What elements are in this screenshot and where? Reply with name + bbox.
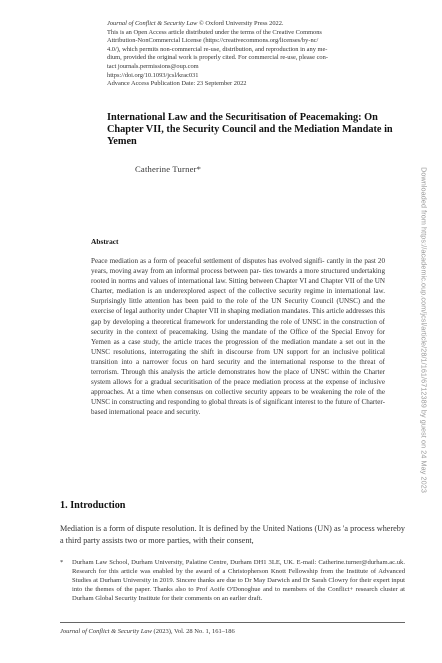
footer-journal-name: Journal of Conflict & Security Law bbox=[60, 628, 152, 635]
abstract-body: Peace mediation as a form of peaceful settlement of disputes has evolved signifi- cantly in the past 20 years, moving away from an informal process between par- ties towards a more structured undertaking rooted in norms and values of international law. Sitting between Chapter VI and Chapter VII of the UN Charter, mediation is an underexplored aspect of the collective security regime in international law. Surprisingly little attention has been paid to the role of the UN Security Council (UNSC) and the exercise of legal authority under Chapter VII in shaping mediation mandates. This article addresses this gap by developing a theoretical framework for understanding the role of UNSC in the construction of security in the context of peacemaking. Using the mandate of the Office of the Special Envoy for Yemen as a case study, the article traces the progression of the mediation mandate a set out in the UNSC resolutions, interrogating the shift in discourse from UN support for an inclusive political transition into a narrower focus on hard security and the international response to the threat of terrorism. Through this analysis the article demonstrates how the place of UNSC within the Charter system allows for a gradual securitisation of the peace mediation process at the expense of inclusive approaches. At a time when consensus on collective security appears to be weakening the role of the UNSC in constructing and responding to global threats is of significant interest to the future of Charter- based international peace and security. bbox=[91, 257, 385, 417]
footer-divider bbox=[60, 622, 405, 623]
doi-link[interactable]: https://doi.org/10.1093/jcsl/krac031 bbox=[107, 71, 199, 79]
article-title: International Law and the Securitisation of Peacemaking: On Chapter VII, the Security Council and the Mediation Mandate in Yemen bbox=[107, 112, 393, 148]
author-name: Catherine Turner* bbox=[135, 164, 202, 174]
footnote-text: Durham Law School, Durham University, Palatine Centre, Durham DH1 3LE, UK. E-mail: Catherine.turner@durham.ac.uk. Research for this article was enabled by the award of a Christopherson Knott Fellowship from the Institute of Advanced Studies at Durham University in 2019. Sincere thanks are due to Dr May Darwich and Dr Sarah Clowry for their expert input into the themes of the paper. Thanks also to Prof Aoife O'Donoghue and to members of the Conflict+ research cluster at Durham Global Security Institute for their comments on an earlier draft. bbox=[72, 559, 405, 603]
license-line: tact journals.permissions@oup.com bbox=[107, 62, 199, 70]
license-line: 4.0/), which permits non-commercial re-use, distribution, and reproduction in any me- bbox=[107, 45, 328, 53]
download-watermark: Downloaded from https://academic.oup.com/jcsl/article/28/1/161/6712389 by guest on 24 May 2023 bbox=[419, 167, 429, 493]
footnote-marker: * bbox=[60, 559, 64, 566]
abstract-section bbox=[91, 237, 385, 418]
copyright-notice: © Oxford University Press 2022. bbox=[197, 20, 284, 27]
publication-date: Advance Access Publication Date: 23 September 2022 bbox=[107, 80, 247, 88]
footer-citation bbox=[60, 628, 235, 635]
license-line: This is an Open Access article distributed under the terms of the Creative Commons bbox=[107, 28, 322, 36]
abstract-heading: Abstract bbox=[91, 237, 119, 246]
license-line: dium, provided the original work is properly cited. For commercial re-use, please con- bbox=[107, 54, 328, 62]
license-line[interactable]: Attribution-NonCommercial License (https://creativecommons.org/licenses/by-nc/ bbox=[107, 37, 319, 45]
section-heading: 1. Introduction bbox=[60, 500, 126, 511]
footer-volume-info: (2023), Vol. 28 No. 1, 161–186 bbox=[151, 628, 235, 635]
journal-name: Journal of Conflict & Security Law bbox=[107, 20, 198, 27]
publication-header bbox=[107, 20, 397, 89]
intro-paragraph: Mediation is a form of dispute resolution. It is defined by the United Nations (UN) as 'a process whereby a third party assists two or more parties, with their consent, bbox=[60, 524, 405, 546]
footnote bbox=[60, 558, 405, 603]
journal-copyright-line bbox=[107, 20, 397, 29]
